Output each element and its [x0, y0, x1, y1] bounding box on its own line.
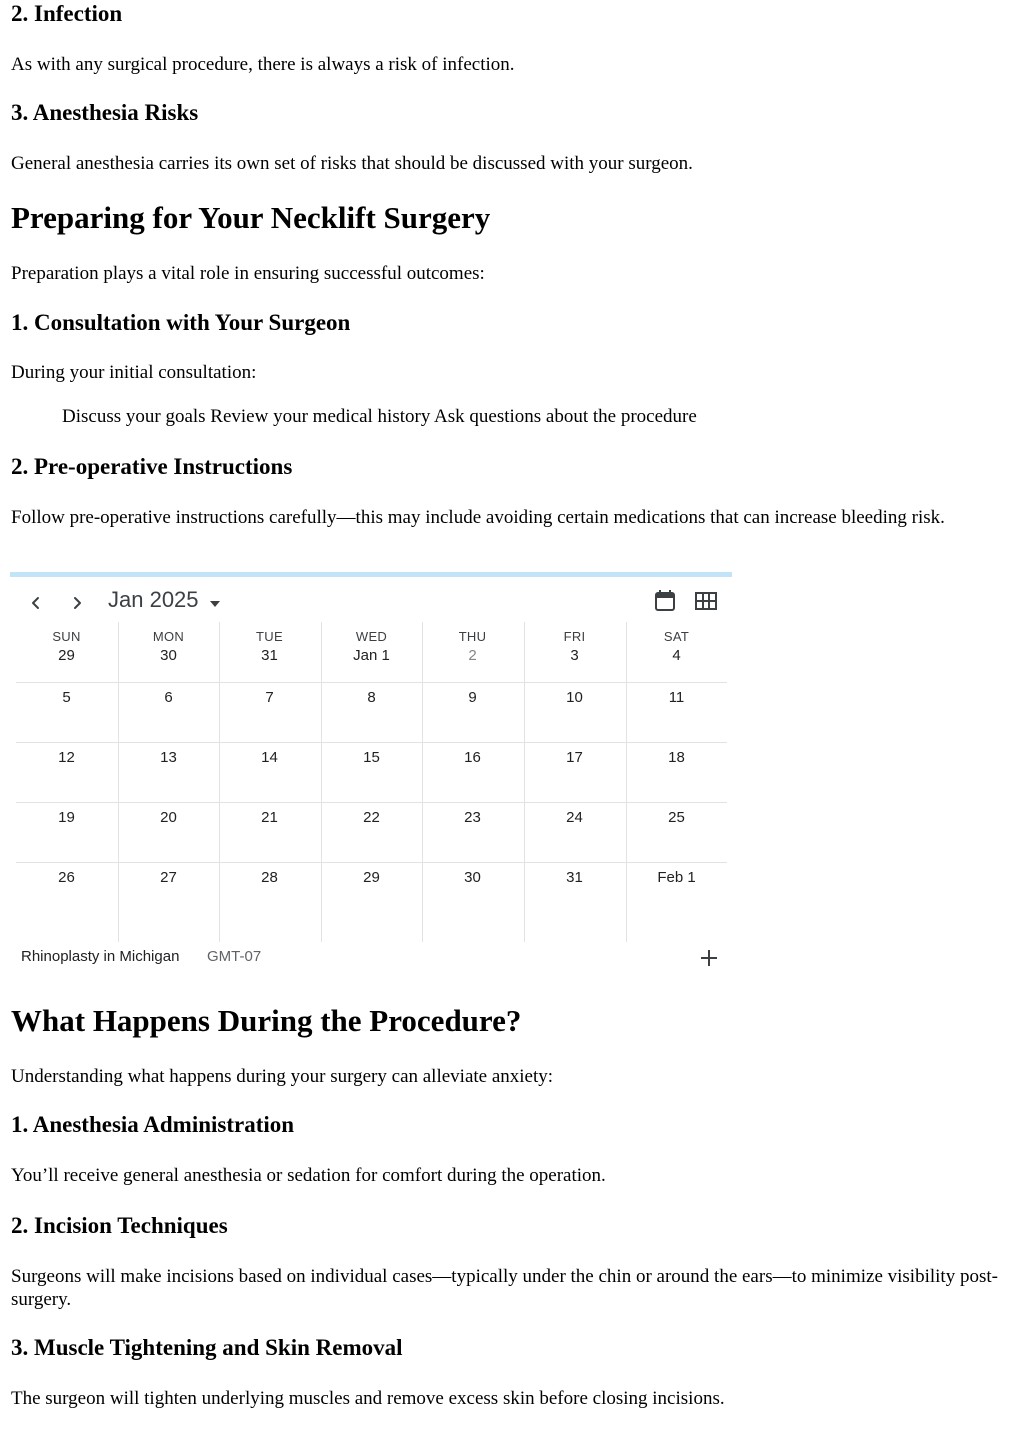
day-number: 5 — [62, 689, 71, 706]
day-number: Jan 1 — [353, 647, 390, 664]
day-number: 17 — [566, 749, 583, 766]
preparing-intro: Preparation plays a vital role in ensuring successful outcomes: — [11, 263, 485, 284]
next-month-button[interactable] — [63, 589, 91, 617]
day-number: 29 — [58, 647, 75, 664]
day-number: 19 — [58, 809, 75, 826]
incision-text: Surgeons will make incisions based on individual cases—typically under the chin or around the ears—to minimize visibility post-surgery. — [11, 1266, 998, 1310]
embedded-calendar — [10, 572, 732, 976]
month-view-button[interactable] — [651, 587, 679, 615]
day-number: 12 — [58, 749, 75, 766]
day-number: 7 — [265, 689, 274, 706]
infection-heading: 2. Infection — [11, 1, 123, 26]
grid-view-icon — [692, 587, 720, 615]
anesthesia-risks-heading: 3. Anesthesia Risks — [11, 100, 199, 125]
day-number: 30 — [464, 869, 481, 886]
weekday-label: WED — [355, 629, 388, 644]
caret-down-icon — [209, 587, 221, 615]
preop-text: Follow pre-operative instructions carefully—this may include avoiding certain medications that can increase bleeding risk. — [11, 507, 945, 528]
preop-heading: 2. Pre-operative Instructions — [11, 454, 293, 479]
day-number: 30 — [160, 647, 177, 664]
consultation-text: During your initial consultation: — [11, 362, 257, 383]
day-number: 16 — [464, 749, 481, 766]
timezone-label: GMT-07 — [207, 948, 262, 965]
anesthesia-admin-heading: 1. Anesthesia Administration — [11, 1112, 295, 1137]
day-number: 29 — [363, 869, 380, 886]
procedure-intro: Understanding what happens during your surgery can alleviate anxiety: — [11, 1066, 554, 1087]
day-number: 9 — [468, 689, 477, 706]
infection-text: As with any surgical procedure, there is always a risk of infection. — [11, 54, 515, 75]
prev-month-button[interactable] — [22, 589, 50, 617]
weekday-label: MON — [152, 629, 185, 644]
calendar-title: Rhinoplasty in Michigan — [21, 948, 180, 965]
day-number: 28 — [261, 869, 278, 886]
month-label: Jan 2025 — [108, 587, 199, 612]
consultation-heading: 1. Consultation with Your Surgeon — [11, 310, 351, 335]
day-number: 26 — [58, 869, 75, 886]
weekday-label: SAT — [663, 629, 690, 644]
day-number: 31 — [261, 647, 278, 664]
calendar-accent-bar — [10, 572, 732, 577]
day-number: 13 — [160, 749, 177, 766]
plus-icon — [697, 946, 721, 970]
chevron-right-icon — [70, 596, 84, 610]
weekday-label: TUE — [256, 629, 283, 644]
weekday-label: FRI — [563, 629, 586, 644]
add-event-button[interactable] — [697, 946, 721, 970]
month-grid — [16, 622, 727, 942]
day-number: Feb 1 — [657, 869, 696, 886]
muscle-text: The surgeon will tighten underlying muscles and remove excess skin before closing incisions. — [11, 1388, 725, 1409]
day-number: 10 — [566, 689, 583, 706]
day-number: 25 — [668, 809, 685, 826]
day-number: 24 — [566, 809, 583, 826]
anesthesia-risks-text: General anesthesia carries its own set of risks that should be discussed with your surgeon. — [11, 153, 693, 174]
day-number: 20 — [160, 809, 177, 826]
muscle-heading: 3. Muscle Tightening and Skin Removal — [11, 1335, 403, 1360]
weekday-label: SUN — [52, 629, 81, 644]
preparing-heading: Preparing for Your Necklift Surgery — [11, 200, 491, 235]
day-number: 21 — [261, 809, 278, 826]
day-number: 4 — [672, 647, 681, 664]
day-number: 11 — [668, 689, 685, 706]
incision-heading: 2. Incision Techniques — [11, 1213, 228, 1238]
day-number: 3 — [570, 647, 579, 664]
day-number: 14 — [261, 749, 278, 766]
day-number: 23 — [464, 809, 481, 826]
day-number: 15 — [363, 749, 380, 766]
chevron-left-icon — [29, 596, 43, 610]
agenda-view-button[interactable] — [692, 587, 720, 615]
day-number: 27 — [160, 869, 177, 886]
month-selector[interactable] — [108, 586, 221, 615]
calendar-icon — [651, 587, 679, 615]
day-number: 2 — [468, 647, 477, 664]
weekday-label: THU — [458, 629, 487, 644]
procedure-heading: What Happens During the Procedure? — [11, 1003, 522, 1038]
day-number: 8 — [367, 689, 376, 706]
consultation-list: Discuss your goals Review your medical history Ask questions about the procedure — [62, 406, 697, 427]
day-number: 31 — [566, 869, 583, 886]
day-number: 18 — [668, 749, 685, 766]
day-number: 6 — [164, 689, 173, 706]
day-number: 22 — [363, 809, 380, 826]
anesthesia-admin-text: You’ll receive general anesthesia or sedation for comfort during the operation. — [11, 1165, 606, 1186]
